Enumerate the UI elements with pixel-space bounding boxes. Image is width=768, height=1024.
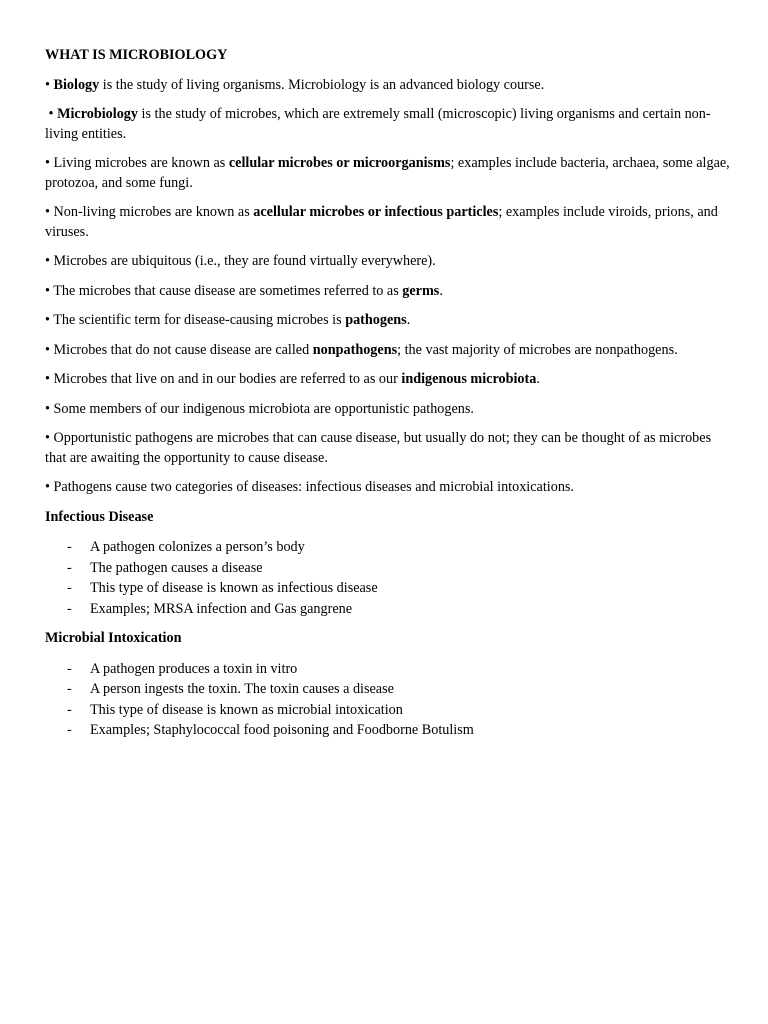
para-pre-text: Non-living microbes are known as [49,204,254,220]
para-bold-term: Microbiology [57,106,138,122]
list-item-text: A person ingests the toxin. The toxin causes a disease [90,681,394,697]
list-item-text: This type of disease is known as microbial intoxication [90,701,403,718]
para-bold-term: Biology [53,76,100,93]
para-pre-text: Pathogens cause two categories of diseases: infectious diseases and microbial intoxications. [49,479,574,495]
bullet-paragraph [45,76,730,96]
bullet-paragraph [45,478,730,498]
bullet-paragraph [45,203,730,242]
bullet-mark: • [45,400,50,417]
list-item-text: Examples; MRSA infection and Gas gangrene [90,600,353,617]
para-pre-text: Microbes that do not cause disease are called [49,341,313,358]
para-post-text: ; the vast majority of microbes are nonpathogens. [397,341,678,358]
bullet-paragraph [45,105,730,144]
list-item [45,679,730,700]
para-bold-term: cellular microbes or microorganisms [228,155,451,171]
para-bold-term: pathogens [345,312,407,328]
para-post-text: . [536,371,540,387]
list-item-text: A pathogen colonizes a person’s body [90,539,305,555]
list-item-text: The pathogen causes a disease [90,559,263,576]
para-post-text: is the study of microbes, which are extremely small (microscopic) living organisms and certain non-living entities. [45,106,711,142]
bullet-paragraph [45,282,730,302]
list-item-text: This type of disease is known as infectious disease [90,580,378,596]
para-bold-term: acellular microbes or infectious particles [253,204,499,220]
bullet-paragraph [45,154,730,193]
bullet-paragraph [45,252,730,272]
bullet-mark: • [45,155,50,171]
para-pre-text: Microbes that live on and in our bodies are referred to as our [49,371,402,387]
bullet-paragraph [45,429,730,468]
bullet-mark: • [48,106,54,122]
para-post-text: . [406,312,411,328]
para-pre-text: Microbes are ubiquitous (i.e., they are found virtually everywhere). [49,253,436,269]
bullet-paragraph [45,341,730,361]
microbial-intoxication-list [45,659,730,741]
bullet-mark: • [45,371,50,387]
infectious-disease-list [45,537,730,619]
section-heading-microbial-intoxication: Microbial Intoxication [45,630,182,646]
dash-mark: - [67,600,72,617]
list-item [45,720,730,741]
dash-mark: - [67,559,72,576]
para-post-text: is the study of living organisms. Microbiology is an advanced biology course. [99,76,545,93]
list-item [45,558,730,579]
bullet-paragraph [45,311,730,331]
para-pre-text: Living microbes are known as [49,155,229,171]
dash-mark: - [67,681,72,697]
document-title: WHAT IS MICROBIOLOGY [45,47,228,63]
dash-mark: - [67,701,72,718]
bullet-mark: • [45,282,50,299]
bullet-mark: • [45,479,50,495]
para-pre-text: The microbes that cause disease are sometimes referred to as [49,282,403,299]
bullet-mark: • [45,430,50,446]
para-bold-term: indigenous microbiota [401,371,537,387]
bullet-mark: • [45,341,50,358]
list-item [45,599,730,620]
para-pre-text: Opportunistic pathogens are microbes that can cause disease, but usually do not; they can be thought of as microbes that are awaiting the opportunity to cause disease. [45,430,712,466]
bullet-mark: • [45,253,50,269]
list-item-text: A pathogen produces a toxin in vitro [90,660,298,677]
dash-mark: - [67,580,72,596]
bullet-mark: • [45,204,50,220]
list-item [45,578,730,599]
document-page [45,46,730,751]
bullet-paragraph [45,370,730,390]
list-item [45,700,730,721]
list-item [45,659,730,680]
dash-mark: - [67,660,72,677]
para-bold-term: nonpathogens [312,341,398,358]
bullet-mark: • [45,76,50,93]
list-item-text: Examples; Staphylococcal food poisoning and Foodborne Botulism [90,722,474,738]
para-pre-text: The scientific term for disease-causing microbes is [49,312,346,328]
dash-mark: - [67,539,72,555]
section-heading-infectious-disease: Infectious Disease [45,508,154,525]
bullet-paragraph [45,400,730,420]
para-post-text: ; examples include viroids, prions, and viruses. [45,204,718,240]
para-pre-text: Some members of our indigenous microbiota are opportunistic pathogens. [49,400,474,417]
dash-mark: - [67,722,72,738]
list-item [45,537,730,558]
para-post-text: . [439,282,443,299]
para-post-text: ; examples include bacteria, archaea, some algae, protozoa, and some fungi. [45,155,730,191]
bullet-mark: • [45,312,50,328]
para-bold-term: germs [402,282,440,299]
